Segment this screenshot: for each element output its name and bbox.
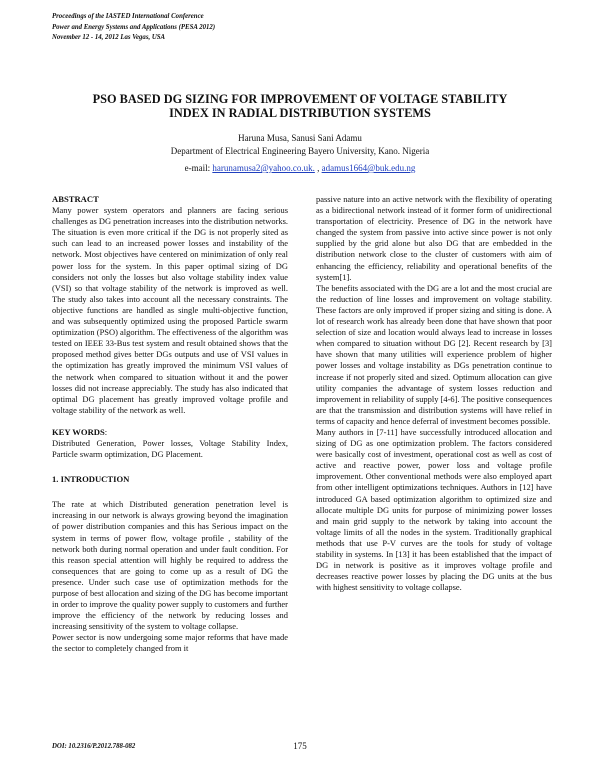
intro-paragraph-3: The benefits associated with the DG are a lot and the most crucial are the reduction of line losses and improvement on voltage stability. These factors are only improved if proper sizing and siting is done. A lot of research work has already been done that have shown that poor selection of size and location would always lead to increase in losses when compared to situation without DG [2]. Recent research by [3] have shown that many utilities will experience problem of higher power losses and voltage instability as DGs penetration continue to increase if not properly sited and sized. Optimum allocation can give utility companies the advantage of system losses reduction and improvement in reliability of supply [4-6]. The positive consequences are that the transmission and distribution systems will have relief in terms of capacity and hence deferral of investment becomes possible. <box>316 282 552 426</box>
email-link-2[interactable]: adamus1664@buk.edu.ng <box>321 163 416 173</box>
keywords-colon: : <box>104 426 108 437</box>
keywords-heading <box>52 427 288 438</box>
email-separator: , <box>314 163 322 173</box>
author-affiliation: Department of Electrical Engineering Bayero University, Kano. Nigeria <box>170 146 430 156</box>
author-names: Haruna Musa, Sanusi Sani Adamu <box>238 133 362 143</box>
header-line-3: November 12 - 14, 2012 Las Vegas, USA <box>52 34 166 41</box>
introduction-heading: 1. INTRODUCTION <box>52 474 130 485</box>
author-block <box>0 132 600 158</box>
intro-paragraph-4: Many authors in [7-11] have successfully introduced allocation and sizing of DG as one optimization problem. The factors considered were basically cost of investment, operational cost as well as cost of active and reactive power, power loss and voltage profile improvement. Other conventional methods were also employed apart from other intelligent optimizations techniques. Authors in [12] have introduced GA based optimization algorithm to optimized size and allocate multiple DG units for purpose of minimizing power losses and main grid supply to the network by taking into account the voltage limits of all the nodes in the system. Traditionally graphical methods that use P-V curves are the tools for study of voltage stability in systems. In [13] it has been established that the impact of DG in network is positive as it improves voltage profile and decreases reactive power losses by placing the DG units at the bus with highest sensitivity to voltage collapse. <box>316 426 552 593</box>
title-line-1: PSO BASED DG SIZING FOR IMPROVEMENT OF VOLTAGE STABILITY <box>92 92 508 106</box>
paper-title <box>0 92 600 120</box>
header-line-1: Proceedings of the IASTED International Conference <box>52 13 204 20</box>
keywords-text: Distributed Generation, Power losses, Voltage Stability Index, Particle swarm optimization, DG Placement. <box>52 437 288 460</box>
abstract-text: Many power system operators and planners are facing serious challenges as DG penetration increases into the distribution networks. The situation is even more critical if the DG is not properly sited as such can lead to an increased power losses and instability of the network. Most objectives have centered on minimization of only real power loss for the system. In this paper optimal sizing of DG considers not only the losses but also voltage stability index value (VSI) so that voltage stability of the network is improved as well. The study also takes into account all the necessary constraints. The objective functions are handled as single multi-objective function, and was subsequently optimized using the proposed Particle swarm optimization (PSO) algorithm. The effectiveness of the algorithm was tested on IEEE 33-Bus test system and result obtained shows that the proposed method gives better DGs outputs and use of VSI values in the optimization has greatly improved the minimum VSI values of the network when compared to situation without it and the power losses did not increase appreciably. The study has also indicated that optimal DG placement has greatly improved voltage profile and voltage stability of the network as well. <box>52 205 288 415</box>
author-emails <box>0 162 600 174</box>
title-line-2: INDEX IN RADIAL DISTRIBUTION SYSTEMS <box>169 106 431 120</box>
email-label: e-mail: <box>184 163 211 173</box>
intro-paragraph-1: The rate at which Distributed generation penetration level is increasing in our network is always growing beyond the imagination of power distribution companies and this has Serious impact on the system in terms of power flow, voltage profile , stability of the network both during normal operation and under fault condition. For this reason special attention will highly be required to address the consequences that are going to come up as a result of DG the presence. Under such case use of optimization methods for the purpose of best allocation and sizing of the DG has become important in order to improve the quality power supply to customers and further improve the efficiency of the network by reducing losses and increasing sensitivity of the system to voltage collapse. <box>52 499 288 632</box>
proceedings-header <box>52 12 215 44</box>
abstract-heading: ABSTRACT <box>52 194 99 204</box>
header-line-2: Power and Energy Systems and Applications (PESA 2012) <box>52 23 216 31</box>
right-column <box>316 194 552 593</box>
page-number: 175 <box>293 741 307 751</box>
doi-footer: DOI: 10.2316/P.2012.788-082 <box>52 743 136 750</box>
intro-paragraph-2-continued: passive nature into an active network with the flexibility of operating as a bidirectional network instead of it former form of unidirectional transportation of electricity. Presence of DG in the network have changed the system from passive into active since power is not only supplied by the grid alone but also DG that are embedded in the distribution network close to the cluster of customers with aim of enhancing the efficiency, reliability and operational benefits of the system[1]. <box>316 194 552 282</box>
keywords-heading-label: KEY WORDS <box>52 426 105 437</box>
left-column <box>52 194 288 655</box>
intro-paragraph-2: Power sector is now undergoing some major reforms that have made the sector to completely changed from it <box>52 632 288 654</box>
email-link-1[interactable]: harunamusa2@yahoo.co.uk. <box>212 163 315 173</box>
